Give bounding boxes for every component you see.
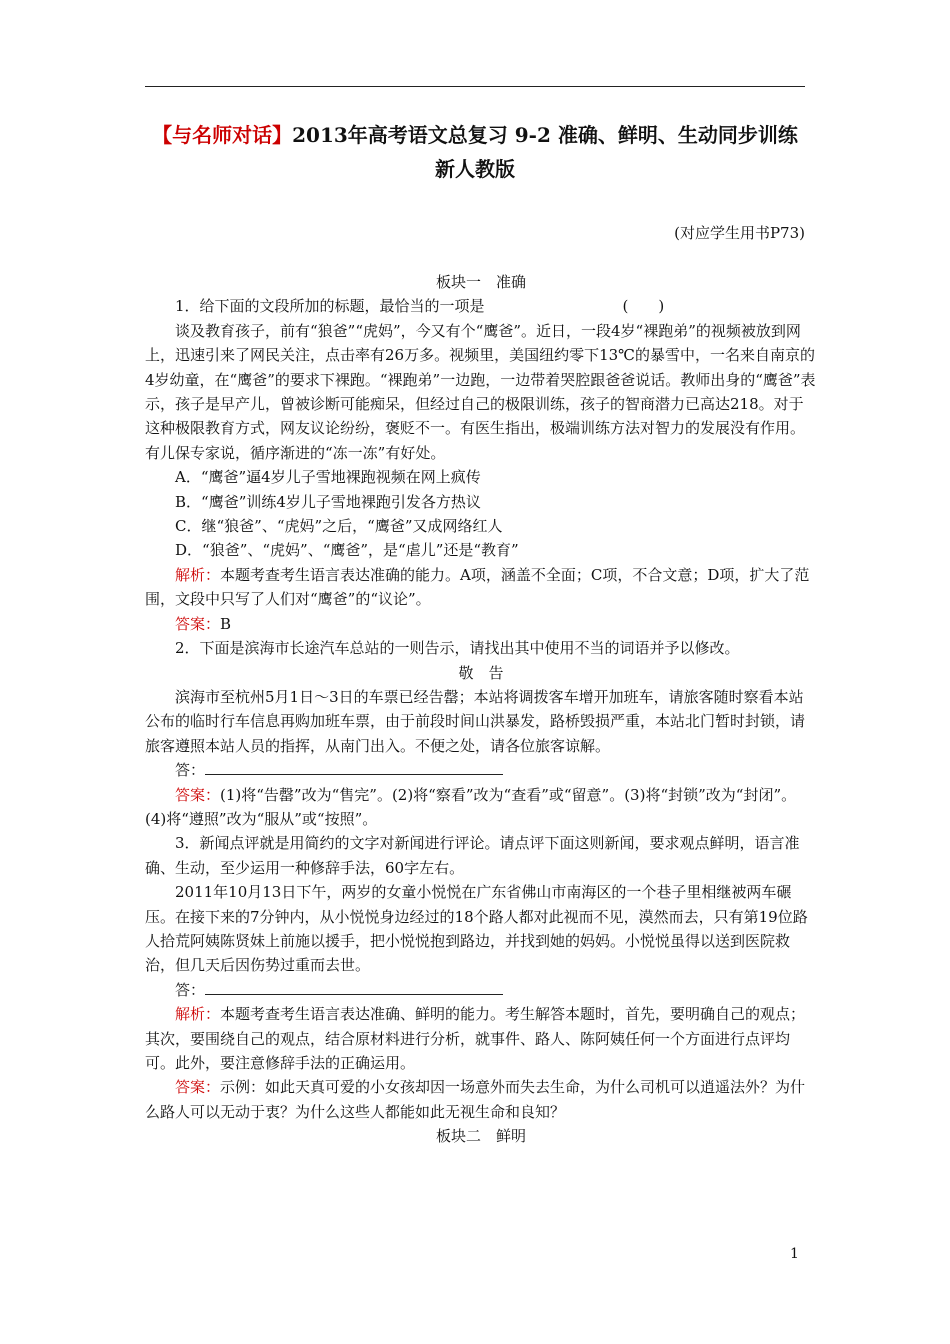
source-note: (对应学生用书P73): [674, 224, 805, 242]
q1-stem: 1．给下面的文段所加的标题，最恰当的一项是 ( ): [145, 294, 817, 318]
answer-label: 答案：: [175, 1078, 221, 1097]
header-rule: [145, 86, 805, 87]
answer-blank: [205, 761, 503, 775]
answer-blank: [205, 981, 503, 995]
q3-stem: 3．新闻点评就是用简约的文字对新闻进行评论。请点评下面这则新闻，要求观点鲜明，语言准确、生动，至少运用一种修辞手法，60字左右。: [145, 834, 800, 877]
q3-analysis: 解析：本题考查考生语言表达准确、鲜明的能力。考生解答本题时，首先，要明确自己的观点；其次，要围绕自己的观点，结合原材料进行分析，就事件、路人、陈阿姨任何一个方面进行点评均可。此外，要注意修辞手法的正确运用。: [145, 1005, 806, 1072]
q2-notice-title: 敬 告: [458, 663, 504, 682]
answer-label: 答案：: [175, 785, 221, 804]
q2-notice: 滨海市至杭州5月1日～3日的车票已经告罄；本站将调拨客车增开加班车，请旅客随时察看本站公布的临时行车信息再购加班车票，由于前段时间山洪暴发，路桥毁损严重，本站北门暂时封锁，请旅客遵照本站人员的指挥，从南门出入。不便之处，请各位旅客谅解。: [145, 687, 806, 755]
page-number: 1: [790, 1246, 799, 1262]
page-title: [145, 118, 805, 186]
q2-answer: 答案：(1)将“告罄”改为“售完”。(2)将“察看”改为“查看”或“留意”。(3)将“封锁”改为“封闭”。(4)将“遵照”改为“服从”或“按照”。: [145, 785, 797, 828]
analysis-label: 解析：: [175, 565, 221, 584]
q3-answer: 答案：示例：如此天真可爱的小女孩却因一场意外而失去生命，为什么司机可以逍遥法外？为什么路人可以无动于衷？为什么这些人都能如此无视生命和良知？: [145, 1078, 806, 1121]
title-text: 2013年高考语文总复习 9-2 准确、鲜明、生动同步训练 新人教版: [292, 123, 798, 181]
document-body: [145, 270, 817, 1149]
q1-passage: 谈及教育孩子，前有“狼爸”“虎妈”，今又有个“鹰爸”。近日，一段4岁“裸跑弟”的视频被放到网上，迅速引来了网民关注，点击率有26万多。视频里，美国纽约零下13℃的暴雪中，一名来自南京的4岁幼童，在“鹰爸”的要求下裸跑。“裸跑弟”一边跑，一边带着哭腔跟爸爸说话。教师出身的“鹰爸”表示，孩子是早产儿，曾被诊断可能痴呆，但经过自己的极限训练，孩子的智商潜力已高达218。对于这种极限教育方式，网友议论纷纷，褒贬不一。有医生指出，极端训练方法对智力的发展没有作用。有儿保专家说，循序渐进的“冻一冻”有好处。: [145, 321, 816, 462]
q1-option-c: C．继“狼爸”、“虎妈”之后，“鹰爸”又成网络红人: [175, 517, 503, 536]
analysis-label: 解析：: [175, 1005, 221, 1024]
q3-passage: 2011年10月13日下午，两岁的女童小悦悦在广东省佛山市南海区的一个巷子里相继被两车碾压。在接下来的7分钟内，从小悦悦身边经过的18个路人都对此视而不见，漠然而去，只有第19位路人拾荒阿姨陈贤妹上前施以援手，把小悦悦抱到路边，并找到她的妈妈。小悦悦虽得以送到医院救治，但几天后因伤势过重而去世。: [145, 883, 808, 975]
q1-option-b: B．“鹰爸”训练4岁儿子雪地裸跑引发各方热议: [175, 492, 481, 511]
q3-answer-line: 答：: [145, 978, 817, 1002]
section1-heading: 板块一 准确: [435, 273, 526, 291]
q2-answer-line: 答：: [145, 758, 817, 782]
title-bracket: 【与名师对话】: [152, 123, 293, 147]
q1-analysis: 解析：本题考查考生语言表达准确的能力。A项，涵盖不全面；C项，不合文意；D项，扩大了范围，文段中只写了人们对“鹰爸”的“议论”。: [145, 565, 810, 609]
q2-stem: 2．下面是滨海市长途汽车总站的一则告示，请找出其中使用不当的词语并予以修改。: [175, 639, 740, 658]
section2-heading: 板块二 鲜明: [435, 1127, 526, 1146]
q1-option-d: D．“狼爸”、“虎妈”、“鹰爸”，是“虐儿”还是“教育”: [175, 541, 519, 560]
answer-label: 答案：: [175, 614, 221, 633]
q1-option-a: A．“鹰爸”逼4岁儿子雪地裸跑视频在网上疯传: [175, 468, 481, 487]
q1-answer: 答案：B: [175, 614, 232, 633]
q1-answer-paren: ( ): [622, 297, 665, 316]
